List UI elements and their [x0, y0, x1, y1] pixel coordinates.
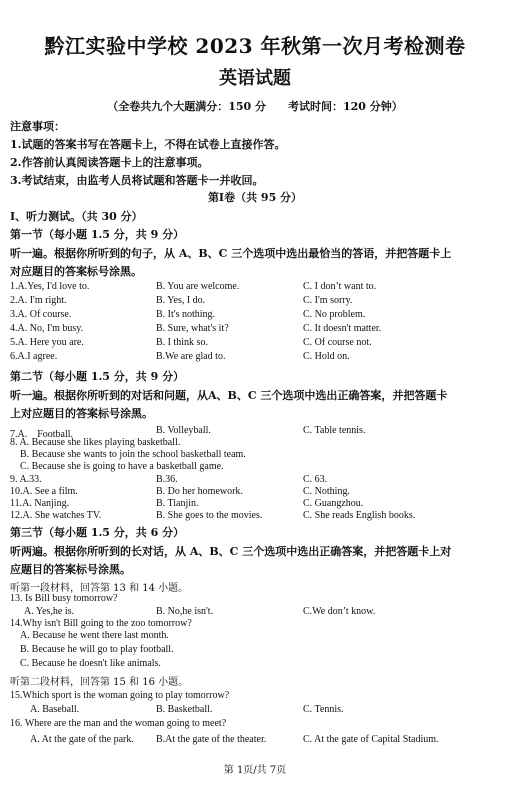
option-c: C. Nothing. [303, 486, 350, 497]
part-heading: Ⅰ、听力测试。（共 30 分） [10, 210, 143, 223]
section3-instruction-cont: 应题目的答案标号涂黑。 [10, 563, 131, 576]
option-c: C. At the gate of Capital Stadium. [303, 734, 439, 745]
option-c: C. No problem. [303, 309, 366, 320]
option-b: B.36. [156, 474, 178, 485]
option-b: B. No,he isn't. [156, 606, 214, 617]
option-b: B.At the gate of the theater. [156, 734, 267, 745]
note-item-3: 3.考试结束，由监考人员将试题和答题卡一并收回。 [10, 174, 264, 187]
section2-heading: 第二节（每小题 1.5 分，共 9 分） [10, 370, 185, 383]
q14-option-a: A. Because he went there last month. [20, 630, 169, 641]
option-a: A. Yes,he is. [24, 606, 75, 617]
option-c: C. I'm sorry. [303, 295, 353, 306]
option-b: B. She goes to the movies. [156, 510, 263, 521]
option-b: B. You are welcome. [156, 281, 240, 292]
question-16: 16. Where are the man and the woman going to meet? [10, 718, 227, 729]
section1-instruction: 听一遍。根据你所听到的句子，从 A、B、C 三个选项中选出最恰当的答语，并把答题卡上 [10, 247, 452, 260]
option-b: B. Volleyball. [156, 425, 211, 436]
option-a: 9. A.33. [10, 474, 42, 485]
q8-option-b: B. Because she wants to join the school basketball team. [20, 449, 246, 460]
option-b: B.We are glad to. [156, 351, 226, 362]
option-c: C. Guangzhou. [303, 498, 364, 509]
option-a: 3.A. Of course. [10, 309, 72, 320]
option-a: 11.A. Nanjing. [10, 498, 70, 509]
option-c: C. Tennis. [303, 704, 344, 715]
section3-instruction: 听两遍。根据你所听到的长对话，从 A、B、C 三个选项中选出正确答案，并把答题卡上对 [10, 545, 452, 558]
option-c: C. It doesn't matter. [303, 323, 382, 334]
option-a: 2.A. I'm right. [10, 295, 67, 306]
option-b: B. Sure, what's it? [156, 323, 229, 334]
option-c: C.We don’t know. [303, 606, 376, 617]
option-b: B. Yes, I do. [156, 295, 206, 306]
question-15: 15.Which sport is the woman going to play tomorrow? [10, 690, 230, 701]
note-item-2: 2.作答前认真阅读答题卡上的注意事项。 [10, 156, 209, 169]
option-c: C. 63. [303, 474, 328, 485]
q14-option-c: C. Because he doesn't like animals. [20, 658, 161, 669]
section2-instruction: 听一遍。根据你所听到的对话和问题，从A、B、C 三个选项中选出正确答案，并把答题卡 [10, 389, 448, 402]
exam-title: 黔江实验中学校 2023 年秋第一次月考检测卷 [44, 34, 466, 58]
option-a: A. At the gate of the park. [30, 734, 134, 745]
section1-instruction-cont: 对应题目的答案标号涂黑。 [10, 265, 142, 278]
section1-heading: 第一节（每小题 1.5 分，共 9 分） [10, 228, 185, 241]
q14-option-b: B. Because he will go to play football. [20, 644, 174, 655]
option-c: C. Hold on. [303, 351, 350, 362]
material-1-label: 听第一段材料，回答第 13 和 14 小题。 [10, 583, 189, 594]
note-item-1: 1.试题的答案书写在答题卡上，不得在试卷上直接作答。 [10, 138, 286, 151]
option-b: B. Basketball. [156, 704, 213, 715]
option-a: 10.A. See a film. [10, 486, 78, 497]
option-a: A. Baseball. [30, 704, 80, 715]
option-c: C. She reads English books. [303, 510, 416, 521]
option-a: 4.A. No, I'm busy. [10, 323, 84, 334]
option-c: C. I don’t want to. [303, 281, 377, 292]
section3-heading: 第三节（每小题 1.5 分，共 6 分） [10, 526, 185, 539]
material-2-label: 听第二段材料，回答第 15 和 16 小题。 [10, 677, 189, 688]
notes-heading: 注意事项： [10, 120, 65, 133]
option-b: B. I think so. [156, 337, 208, 348]
exam-subject: 英语试题 [219, 68, 291, 89]
option-c: C. Of course not. [303, 337, 372, 348]
option-b: B. Do her homework. [156, 486, 243, 497]
q8-option-a: 8. A. Because she likes playing basketball. [10, 437, 181, 448]
question-13: 13. Is Bill busy tomorrow? [10, 593, 118, 604]
q8-option-c: C. Because she is going to have a basketball game. [20, 461, 224, 472]
option-c: C. Table tennis. [303, 425, 366, 436]
option-b: B. Tianjin. [156, 498, 199, 509]
option-a: 5.A. Here you are. [10, 337, 84, 348]
volume-heading: 第Ⅰ卷（共 95 分） [207, 191, 303, 204]
exam-info: （全卷共九个大题满分：150 分 考试时间：120 分钟） [107, 100, 403, 113]
question-14: 14.Why isn't Bill going to the zoo tomorrow? [10, 618, 192, 629]
section2-instruction-cont: 上对应题目的答案标号涂黑。 [10, 407, 153, 420]
option-a: 12.A. She watches TV. [10, 510, 102, 521]
option-a: 6.A.I agree. [10, 351, 58, 362]
option-b: B. It's nothing. [156, 309, 216, 320]
option-a: 7.A. Football. [10, 429, 74, 440]
page-footer: 第 1页/共 7页 [223, 765, 287, 776]
option-a: 1.A.Yes, I'd love to. [10, 281, 90, 292]
